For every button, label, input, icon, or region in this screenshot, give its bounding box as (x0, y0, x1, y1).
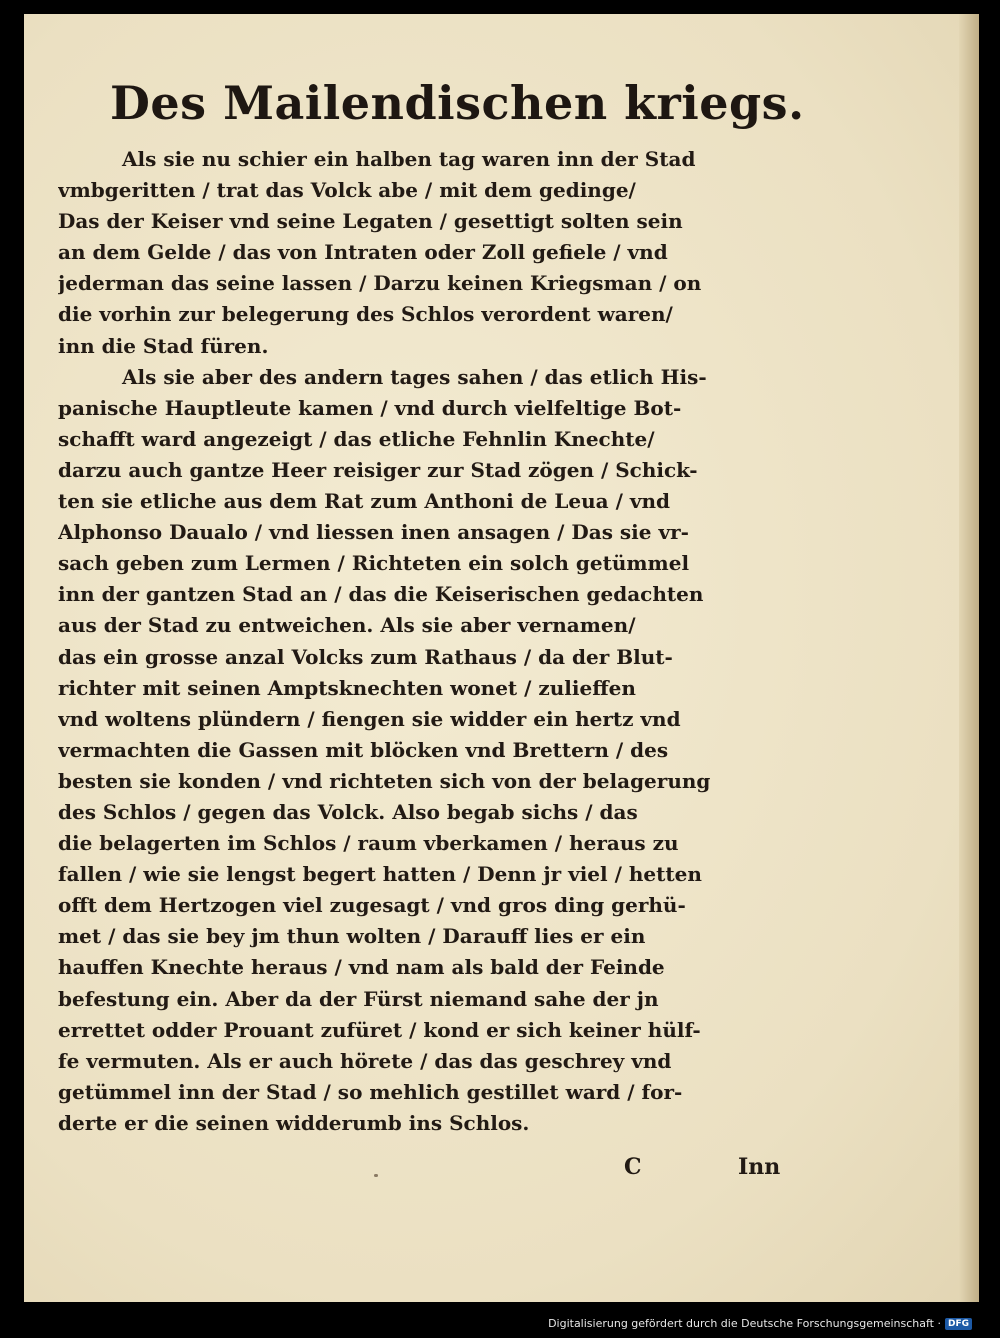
text-line: Alphonso Daualo / vnd liessen inen ansagen / Das sie vr- (58, 520, 689, 545)
text-line: des Schlos / gegen das Volck. Also begab sichs / das (58, 799, 638, 824)
text-line: an dem Gelde / das von Intraten oder Zoll gefiele / vnd (58, 240, 668, 265)
digitization-credit (548, 1317, 972, 1330)
signature-mark: C (624, 1154, 642, 1180)
text-line: die vorhin zur belegerung des Schlos verordent waren/ (58, 302, 673, 327)
dfg-logo: DFG (945, 1318, 972, 1330)
catchword: Inn (738, 1154, 781, 1180)
running-head: Des Mailendischen kriegs. (110, 76, 805, 130)
page-foot (58, 1154, 818, 1188)
text-line: panische Hauptleute kamen / vnd durch vielfeltige Bot- (58, 395, 682, 420)
credit-text: Digitalisierung gefördert durch die Deutsche Forschungsgemeinschaft · (548, 1317, 941, 1330)
text-line: vermachten die Gassen mit blöcken vnd Brettern / des (58, 737, 669, 762)
text-line: aus der Stad zu entweichen. Als sie aber vernamen/ (58, 613, 636, 638)
text-line: darzu auch gantze Heer reisiger zur Stad zögen / Schick- (58, 457, 698, 482)
text-line: Als sie aber des andern tages sahen / das etlich His- (122, 364, 707, 389)
text-line: met / das sie bey jm thun wolten / Darauff lies er ein (58, 924, 646, 949)
text-line: die belagerten im Schlos / raum vberkamen / heraus zu (58, 831, 679, 856)
text-line: richter mit seinen Amptsknechten wonet / zulieffen (58, 675, 636, 700)
text-line: fe vermuten. Als er auch hörete / das das geschrey vnd (58, 1048, 672, 1073)
text-line: errettet odder Prouant zufüret / kond er sich keiner hülf- (58, 1017, 701, 1042)
text-line: das ein grosse anzal Volcks zum Rathaus / da der Blut- (58, 644, 673, 669)
text-line: hauffen Knechte heraus / vnd nam als bald der Feinde (58, 955, 665, 980)
text-line: fallen / wie sie lengst begert hatten / Denn jr viel / hetten (58, 862, 702, 887)
body-text (58, 144, 818, 1139)
text-line: ten sie etliche aus dem Rat zum Anthoni de Leua / vnd (58, 489, 671, 514)
text-line: Das der Keiser vnd seine Legaten / gesettigt solten sein (58, 209, 683, 234)
text-line: sach geben zum Lermen / Richteten ein solch getümmel (58, 551, 690, 576)
text-line: besten sie konden / vnd richteten sich von der belagerung (58, 768, 711, 793)
text-line: Als sie nu schier ein halben tag waren inn der Stad (122, 147, 696, 171)
text-line: getümmel inn der Stad / so mehlich gestillet ward / for- (58, 1079, 683, 1104)
text-line: jederman das seine lassen / Darzu keinen Kriegsman / on (58, 271, 702, 296)
page-gutter-shadow (959, 14, 979, 1302)
text-line: vmbgeritten / trat das Volck abe / mit dem gedinge/ (58, 178, 636, 203)
text-line: inn der gantzen Stad an / das die Keiserischen gedachten (58, 582, 704, 607)
text-line: vnd woltens plündern / fiengen sie widder ein hertz vnd (58, 706, 681, 731)
text-line: befestung ein. Aber da der Fürst niemand sahe der jn (58, 986, 659, 1011)
text-line: offt dem Hertzogen viel zugesagt / vnd gros ding gerhü- (58, 893, 686, 918)
text-line: derte er die seinen widderumb ins Schlos. (58, 1110, 530, 1135)
book-page (24, 14, 979, 1302)
text-line: inn die Stad füren. (58, 333, 269, 358)
text-line: schafft ward angezeigt / das etliche Fehnlin Knechte/ (58, 426, 655, 451)
